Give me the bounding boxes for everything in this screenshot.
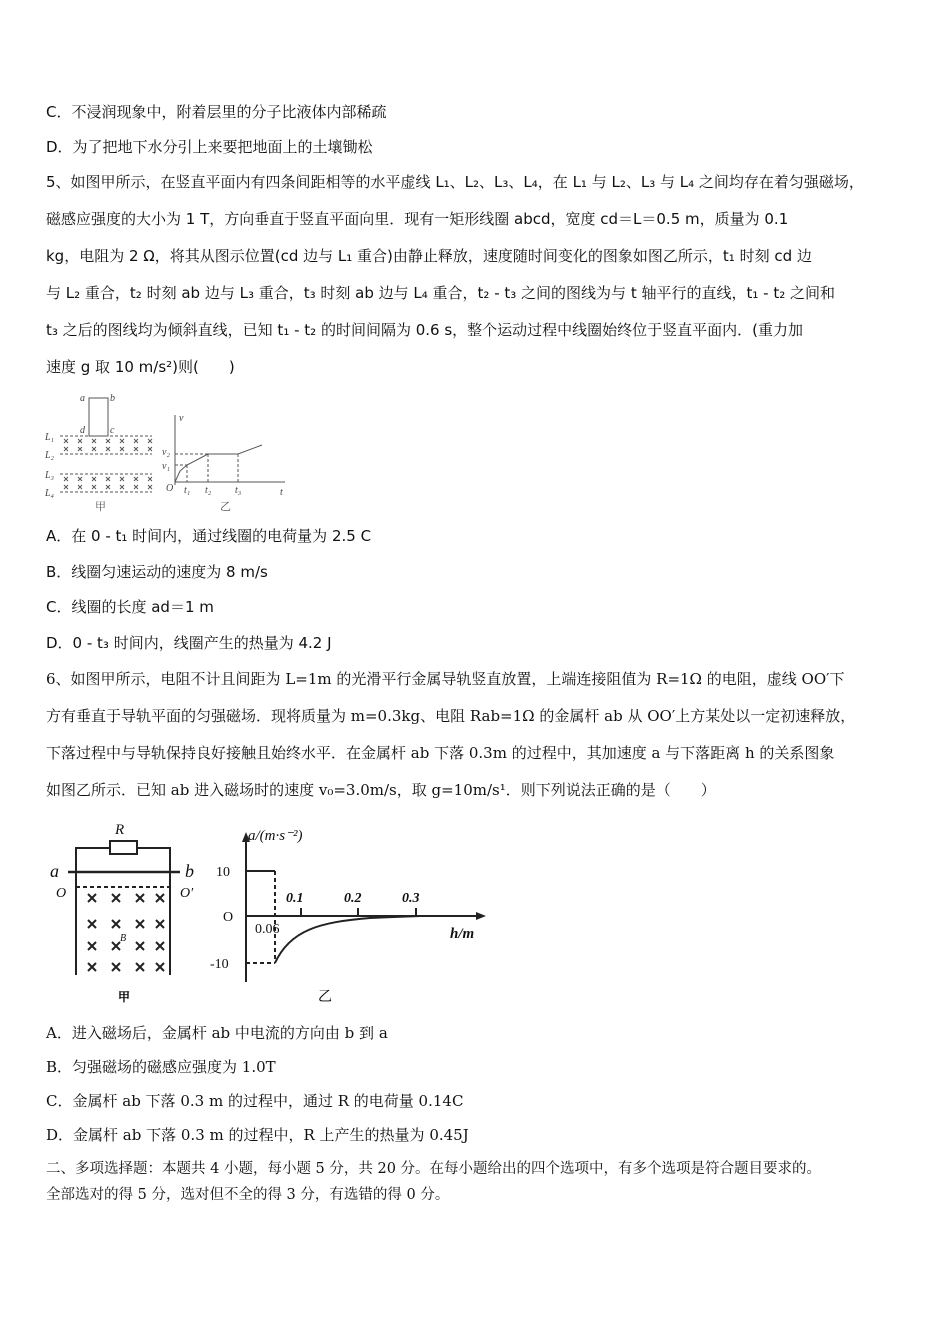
q5-option-c: C．线圈的长度 ad＝1 m [46, 598, 214, 616]
label-L3: L₃ [45, 470, 55, 481]
option-d-prev: D．为了把地下水分引上来要把地面上的土壤锄松 [46, 138, 373, 156]
x-tick-0.3: 0.3 [402, 891, 420, 906]
q5-line: 速度 g 取 10 m/s²)则( ) [46, 358, 235, 376]
field-cross-mark [78, 439, 82, 443]
q6-line: 方有垂直于导轨平面的匀强磁场．现将质量为 m=0.3kg、电阻 Rab=1Ω 的金属杆 ab 从 OO′上方某处以一定初速释放， [46, 707, 856, 725]
x-tick-0.1: 0.1 [286, 891, 304, 906]
field-cross-mark [148, 485, 152, 489]
q5-option-a: A．在 0 - t₁ 时间内，通过线圈的电荷量为 2.5 C [46, 527, 372, 545]
field-cross-mark [134, 477, 138, 481]
label-L4: L₄ [45, 488, 55, 499]
x-axis-label: h/m [450, 926, 475, 942]
field-cross-mark [136, 894, 144, 902]
caption-yi: 乙 [220, 501, 231, 513]
label-t1: t₁ [184, 485, 191, 496]
x-tick-0.06: 0.06 [255, 922, 280, 937]
q6-option-a: A．进入磁场后，金属杆 ab 中电流的方向由 b 到 a [46, 1024, 388, 1042]
label-O: O [56, 886, 67, 901]
field-cross-mark [106, 439, 110, 443]
field-cross-mark [112, 942, 120, 950]
q5-option-b: B．线圈匀速运动的速度为 8 m/s [46, 563, 268, 581]
q5-line: kg，电阻为 2 Ω，将其从图示位置(cd 边与 L₁ 重合)由静止释放，速度随时间变化的图象如图乙所示，t₁ 时刻 cd 边 [46, 247, 812, 265]
field-cross-mark [92, 439, 96, 443]
field-cross-mark [64, 439, 68, 443]
q6-option-b: B．匀强磁场的磁感应强度为 1.0T [46, 1058, 276, 1076]
field-cross-mark [134, 439, 138, 443]
label-L1: L₁ [45, 432, 55, 443]
field-cross-mark [88, 894, 96, 902]
label-B: B [120, 933, 127, 944]
field-cross-mark [64, 477, 68, 481]
field-cross-mark [120, 485, 124, 489]
field-cross-mark [120, 439, 124, 443]
label-v2: v₂ [162, 447, 170, 458]
label-t2: t₂ [205, 485, 212, 496]
field-cross-mark [156, 963, 164, 971]
field-crosses [64, 439, 152, 489]
field-cross-mark [64, 447, 68, 451]
field-cross-mark [136, 942, 144, 950]
field-cross-mark [78, 477, 82, 481]
label-a: a [50, 861, 59, 881]
label-t: t [280, 487, 283, 498]
label-b: b [110, 393, 115, 404]
y-axis-label: a/(m·s⁻²) [248, 828, 303, 844]
q5-line: 与 L₂ 重合，t₂ 时刻 ab 边与 L₃ 重合，t₃ 时刻 ab 边与 L₄ 重合，t₂ - t₃ 之间的图线为与 t 轴平行的直线，t₁ - t₂ 之间和 [46, 284, 835, 302]
section-heading: 二、多项选择题：本题共 4 小题，每小题 5 分，共 20 分。在每小题给出的四个选项中，有多个选项是符合题目要求的。 [46, 1161, 822, 1177]
field-cross-mark [134, 485, 138, 489]
label-R: R [115, 822, 125, 838]
label-v: v [179, 413, 184, 424]
field-cross-mark [156, 942, 164, 950]
field-cross-mark [120, 447, 124, 451]
section-instructions: 全部选对的得 5 分，选对但不全的得 3 分，有选错的得 0 分。 [46, 1187, 450, 1203]
field-cross-mark [112, 963, 120, 971]
field-cross-mark [88, 942, 96, 950]
q6-figure [40, 810, 500, 1010]
caption-jia: 甲 [95, 501, 106, 513]
field-cross-mark [92, 485, 96, 489]
field-cross-mark [64, 485, 68, 489]
field-cross-mark [78, 447, 82, 451]
label-v1: v₁ [162, 461, 170, 472]
option-c-prev: C．不浸润现象中，附着层里的分子比液体内部稀疏 [46, 103, 387, 121]
q5-line: 磁感应强度的大小为 1 T，方向垂直于竖直平面向里．现有一矩形线圈 abcd，宽度 cd＝L＝0.5 m，质量为 0.1 [46, 210, 789, 228]
field-cross-mark [88, 963, 96, 971]
field-cross-mark [134, 447, 138, 451]
q6-option-d: D．金属杆 ab 下落 0.3 m 的过程中，R 上产生的热量为 0.45J [46, 1126, 469, 1144]
field-cross-mark [148, 477, 152, 481]
field-cross-mark [156, 920, 164, 928]
q6-line: 6、如图甲所示，电阻不计且间距为 L=1m 的光滑平行金属导轨竖直放置，上端连接阻值为 R=1Ω 的电阻，虚线 OO′下 [46, 670, 845, 688]
field-cross-mark [156, 894, 164, 902]
label-b: b [185, 861, 194, 881]
y-tick-neg10: -10 [210, 957, 229, 972]
q5-figure [40, 385, 300, 515]
q6-option-c: C．金属杆 ab 下落 0.3 m 的过程中，通过 R 的电荷量 0.14C [46, 1092, 464, 1110]
field-cross-mark [78, 485, 82, 489]
x-tick-0.2: 0.2 [344, 891, 362, 906]
q6-line: 如图乙所示．已知 ab 进入磁场时的速度 v₀=3.0m/s，取 g=10m/s¹．则下列说法正确的是（ ） [46, 781, 716, 799]
q5-line: 5、如图甲所示，在竖直平面内有四条间距相等的水平虚线 L₁、L₂、L₃、L₄，在 L₁ 与 L₂、L₃ 与 L₄ 之间均存在着匀强磁场， [46, 173, 864, 191]
label-t3: t₃ [235, 485, 242, 496]
y-tick-10: 10 [216, 865, 230, 880]
field-cross-mark [148, 439, 152, 443]
label-O-prime: O′ [180, 886, 194, 901]
label-O: O [166, 483, 174, 494]
label-c: c [110, 425, 115, 436]
field-cross-mark [92, 447, 96, 451]
caption-jia: 甲 [118, 990, 131, 1004]
q5-option-d: D．0 - t₃ 时间内，线圈产生的热量为 4.2 J [46, 634, 332, 652]
field-cross-mark [106, 447, 110, 451]
field-cross-mark [112, 894, 120, 902]
field-cross-mark [88, 920, 96, 928]
label-d: d [80, 425, 85, 436]
q5-line: t₃ 之后的图线均为倾斜直线，已知 t₁ - t₂ 的时间间隔为 0.6 s，整个运动过程中线圈始终位于竖直平面内．(重力加 [46, 321, 803, 339]
field-cross-mark [136, 963, 144, 971]
coil-rect [89, 398, 108, 436]
origin-label: O [223, 910, 234, 925]
field-cross-mark [92, 477, 96, 481]
field-cross-mark [106, 485, 110, 489]
q6-line: 下落过程中与导轨保持良好接触且始终水平．在金属杆 ab 下落 0.3m 的过程中，其加速度 a 与下落距离 h 的关系图象 [46, 744, 835, 762]
field-cross-mark [136, 920, 144, 928]
field-cross-mark [112, 920, 120, 928]
field-cross-mark [120, 477, 124, 481]
label-L2: L₂ [45, 450, 55, 461]
label-a: a [80, 393, 85, 404]
field-cross-mark [148, 447, 152, 451]
field-cross-mark [106, 477, 110, 481]
caption-yi: 乙 [318, 990, 332, 1005]
